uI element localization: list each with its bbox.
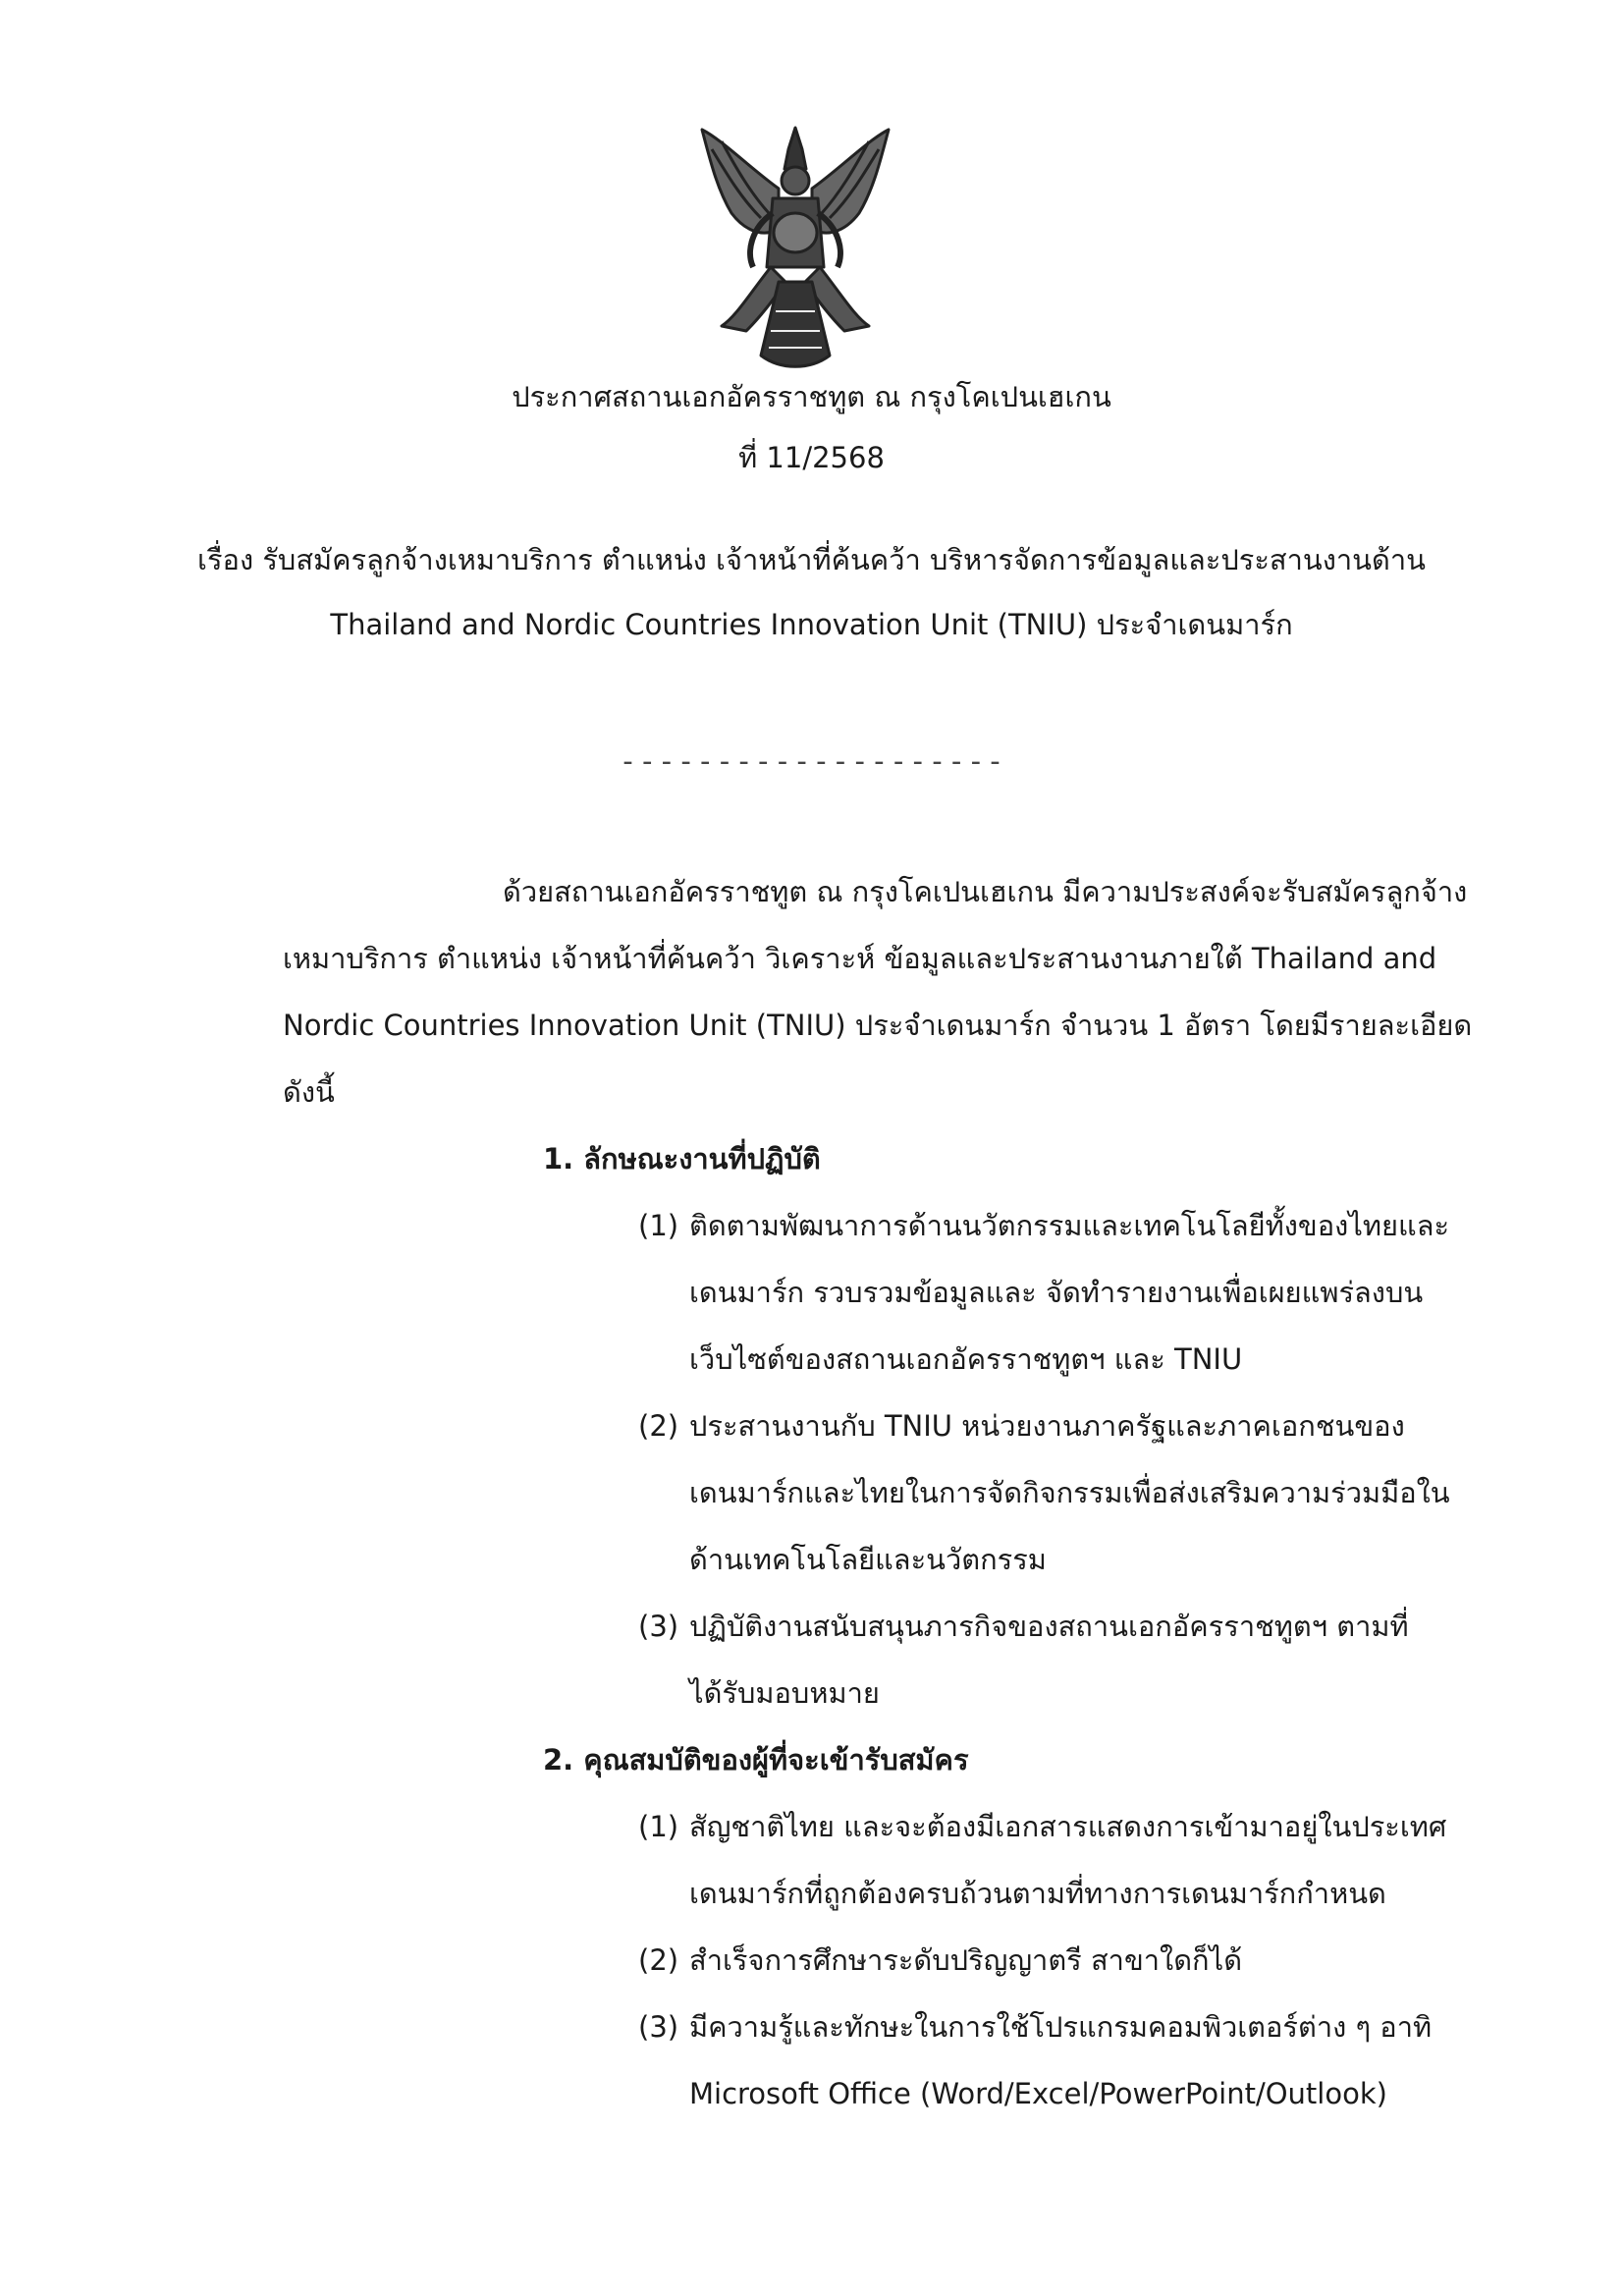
section-1-item-3-line: ได้รับมอบหมาย	[689, 1676, 880, 1710]
section-1-item-2-line: ด้านเทคโนโลยีและนวัตกรรม	[689, 1543, 1047, 1576]
section-1-item-2-line: เดนมาร์กและไทยในการจัดกิจกรรมเพื่อส่งเสริมความร่วมมือใน	[689, 1476, 1450, 1509]
section-1-item-2-line: ประสานงานกับ TNIU หน่วยงานภาครัฐและภาคเอกชนของ	[689, 1409, 1405, 1443]
garuda-emblem	[692, 120, 898, 377]
section-1-item-1-line: เว็บไซต์ของสถานเอกอัครราชทูตฯ และ TNIU	[689, 1342, 1243, 1376]
section-2-item-3-number: (3)	[638, 2010, 679, 2044]
section-1-item-3-line: ปฏิบัติงานสนับสนุนภารกิจของสถานเอกอัครราชทูตฯ ตามที่	[689, 1610, 1409, 1643]
section-1-item-1-line: เดนมาร์ก รวบรวมข้อมูลและ จัดทำรายงานเพื่อเผยแพร่ลงบน	[689, 1276, 1424, 1309]
announcement-title: ประกาศสถานเอกอัครราชทูต ณ กรุงโคเปนเฮเกน	[512, 380, 1111, 413]
subject-line-2: Thailand and Nordic Countries Innovation Unit (TNIU) ประจำเดนมาร์ก	[330, 608, 1293, 641]
section-2-item-1-line: เดนมาร์กที่ถูกต้องครบถ้วนตามที่ทางการเดนมาร์กกำหนด	[689, 1877, 1386, 1910]
subject-line-1: เรื่อง รับสมัครลูกจ้างเหมาบริการ ตำแหน่ง เจ้าหน้าที่ค้นคว้า บริหารจัดการข้อมูลและประสานงานด้าน	[197, 543, 1426, 576]
intro-line-3: Nordic Countries Innovation Unit (TNIU) ประจำเดนมาร์ก จำนวน 1 อัตรา โดยมีรายละเอียด	[283, 1009, 1473, 1042]
section-2-item-2-number: (2)	[638, 1943, 679, 1977]
section-1-item-1-number: (1)	[638, 1209, 679, 1242]
section-2-heading: 2. คุณสมบัติของผู้ที่จะเข้ารับสมัคร	[543, 1743, 969, 1777]
section-1-item-2-number: (2)	[638, 1409, 679, 1443]
intro-line-1: ด้วยสถานเอกอัครราชทูต ณ กรุงโคเปนเฮเกน มีความประสงค์จะรับสมัครลูกจ้าง	[503, 875, 1468, 908]
section-2-item-3-line: Microsoft Office (Word/Excel/PowerPoint/Outlook)	[689, 2077, 1387, 2110]
section-1-heading: 1. ลักษณะงานที่ปฏิบัติ	[543, 1142, 821, 1175]
section-1-item-1-line: ติดตามพัฒนาการด้านนวัตกรรมและเทคโนโลยีทั้งของไทยและ	[689, 1209, 1450, 1242]
separator: - - - - - - - - - - - - - - - - - - - -	[622, 744, 1001, 778]
section-2-item-1-line: สัญชาติไทย และจะต้องมีเอกสารแสดงการเข้ามาอยู่ในประเทศ	[689, 1810, 1447, 1843]
section-2-item-1-number: (1)	[638, 1810, 679, 1843]
intro-line-2: เหมาบริการ ตำแหน่ง เจ้าหน้าที่ค้นคว้า วิเคราะห์ ข้อมูลและประสานงานภายใต้ Thailand and	[283, 942, 1437, 975]
announcement-number: ที่ 11/2568	[738, 441, 885, 474]
section-2-item-3-line: มีความรู้และทักษะในการใช้โปรแกรมคอมพิวเตอร์ต่าง ๆ อาทิ	[689, 2010, 1433, 2044]
section-1-item-3-number: (3)	[638, 1610, 679, 1643]
section-2-item-2-line: สำเร็จการศึกษาระดับปริญญาตรี สาขาใดก็ได้	[689, 1943, 1243, 1977]
intro-line-4: ดังนี้	[283, 1075, 335, 1109]
